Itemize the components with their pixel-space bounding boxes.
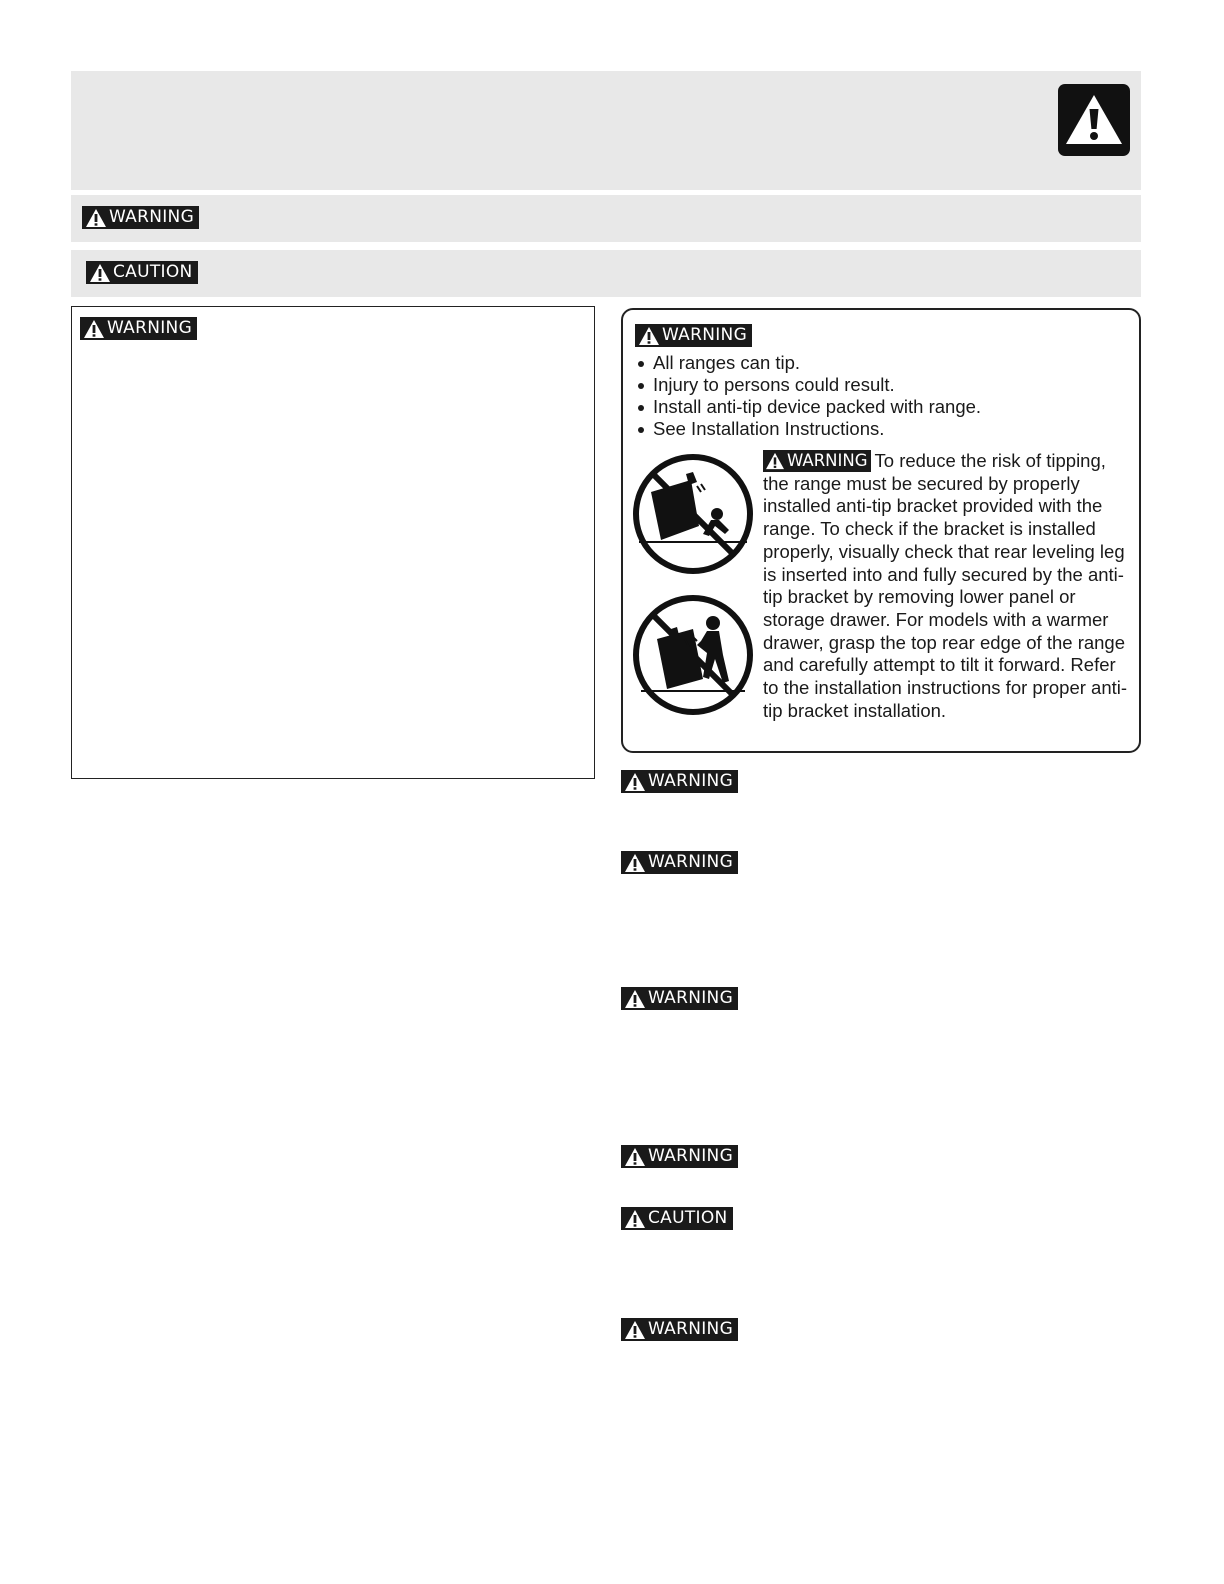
warning-triangle-icon	[624, 989, 646, 1009]
caution-label	[621, 1207, 733, 1230]
warning-label	[621, 987, 738, 1010]
warning-label-text: WARNING	[648, 988, 734, 1008]
warning-triangle-icon	[85, 208, 107, 228]
warning-label-text: WARNING	[109, 207, 195, 227]
anti-tip-warning-box	[621, 308, 1141, 753]
no-child-climbing-door-icon	[631, 452, 755, 576]
inline-warning-label-text: WARNING	[787, 450, 868, 470]
warning-label-text: WARNING	[107, 318, 193, 338]
warning-label	[621, 851, 738, 874]
header-band	[71, 71, 1141, 190]
caution-label-text: CAUTION	[648, 1208, 728, 1228]
tip-bullet: Install anti-tip device packed with range.	[637, 396, 981, 418]
safety-alert-icon	[1058, 84, 1130, 156]
no-child-climbing-range-icon	[631, 593, 755, 717]
tip-box-warning-label	[635, 324, 752, 347]
tip-bullet: All ranges can tip.	[637, 352, 981, 374]
warning-triangle-icon	[765, 452, 785, 470]
tip-bullet: Injury to persons could result.	[637, 374, 981, 396]
warning-label-text: WARNING	[648, 1319, 734, 1339]
warning-label-text: WARNING	[648, 1146, 734, 1166]
caution-label	[86, 261, 198, 284]
warning-triangle-icon	[83, 319, 105, 339]
warning-label-text: WARNING	[648, 852, 734, 872]
warning-label	[621, 770, 738, 793]
inline-warning-label	[763, 450, 871, 472]
warning-label	[621, 1145, 738, 1168]
warning-label	[82, 206, 199, 229]
warning-triangle-icon	[624, 853, 646, 873]
anti-tip-text: To reduce the risk of tipping, the range must be secured by properly installed anti-tip bracket provided with the range. To check if the bracket is installed properly, visually check that rear leveling leg is inserted into and fully secured by the anti-tip bracket by removing lower panel or storage drawer. For models with a warmer drawer, grasp the top rear edge of the range and carefully attempt to tilt it forward. Refer to the installation instructions for proper anti-tip bracket installation.	[763, 450, 1128, 721]
warning-band	[71, 195, 1141, 242]
warning-triangle-icon	[624, 1147, 646, 1167]
anti-tip-instructions	[763, 450, 1135, 722]
warning-triangle-icon	[624, 772, 646, 792]
left-box-warning-label	[80, 317, 197, 340]
tip-bullet: See Installation Instructions.	[637, 418, 981, 440]
warning-label-text: WARNING	[648, 771, 734, 791]
warning-triangle-icon	[638, 326, 660, 346]
caution-band	[71, 250, 1141, 297]
warning-triangle-icon	[624, 1320, 646, 1340]
warning-label	[621, 1318, 738, 1341]
caution-label-text: CAUTION	[113, 262, 193, 282]
warning-label-text: WARNING	[662, 325, 748, 345]
tip-bullet-list	[637, 352, 981, 440]
caution-triangle-icon	[624, 1209, 646, 1229]
caution-triangle-icon	[89, 263, 111, 283]
left-warning-box	[71, 306, 595, 779]
